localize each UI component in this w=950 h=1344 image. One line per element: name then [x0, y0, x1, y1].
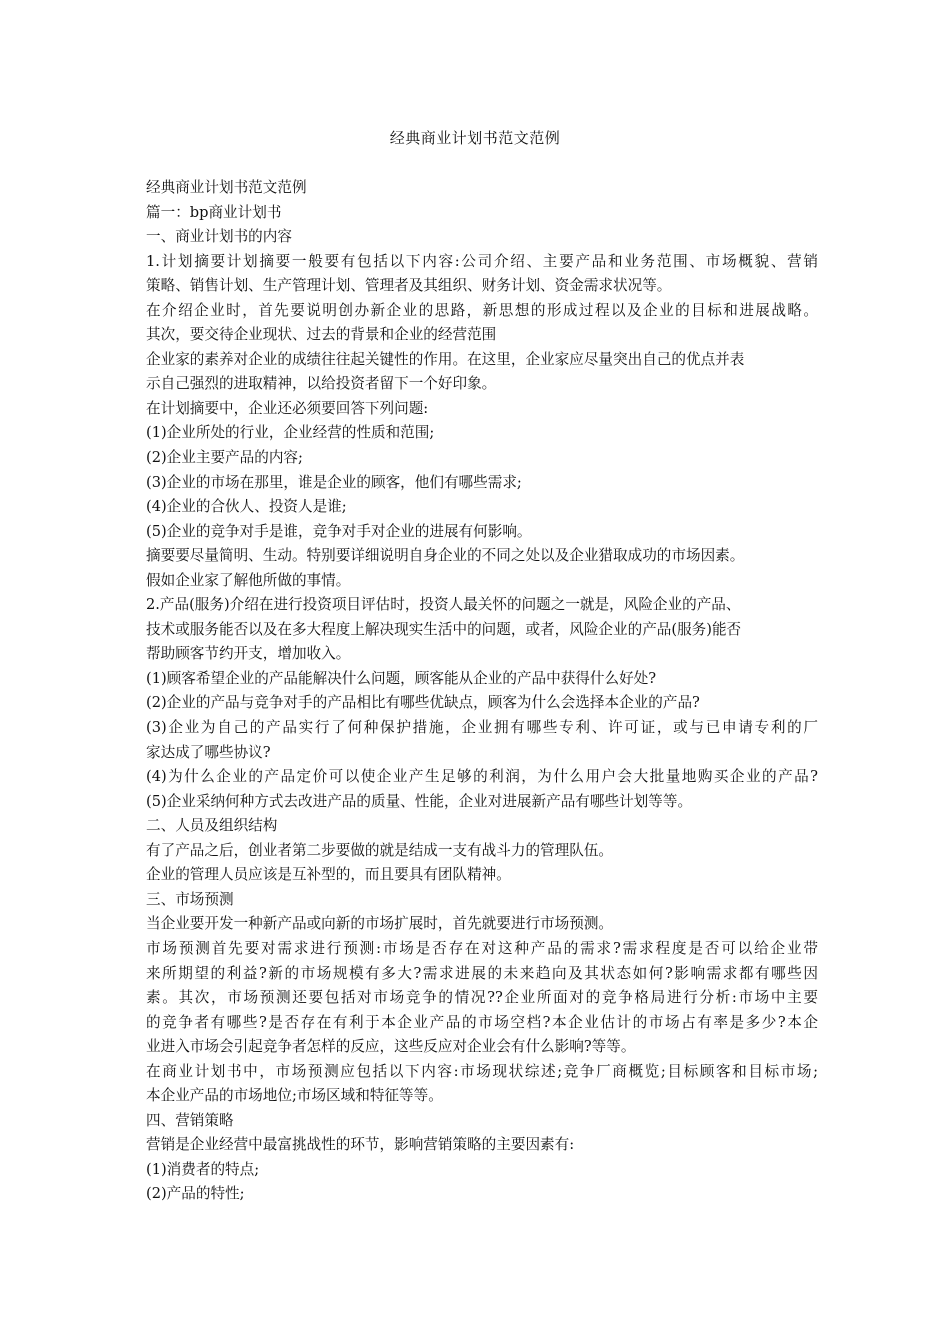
text-line: 有了产品之后，创业者第二步要做的就是结成一支有战斗力的管理队伍。 [146, 841, 614, 859]
text-line: 策略、销售计划、生产管理计划、管理者及其组织、财务计划、资金需求状况等。 [146, 277, 672, 295]
text-line: 假如企业家了解他所做的事情。 [146, 571, 351, 589]
text-line: 素。其次，市场预测还要包括对市场竞争的情况??企业所面对的竞争格局进行分析:市场中主要 [146, 989, 818, 1007]
text-line: 来所期望的利益?新的市场规模有多大?需求进展的未来趋向及其状态如何?影响需求都有哪些因 [146, 964, 818, 982]
text-line: 三、市场预测 [146, 890, 234, 908]
text-line: 在介绍企业时，首先要说明创办新企业的思路，新思想的形成过程以及企业的目标和进展战略。 [146, 301, 818, 319]
text-line: 2.产品(服务)介绍在进行投资项目评估时，投资人最关怀的问题之一就是，风险企业的产品、 [146, 596, 741, 614]
text-line: 1.计划摘要计划摘要一般要有包括以下内容:公司介绍、主要产品和业务范围、市场概貌、营销 [146, 252, 818, 270]
text-line: 篇一：bp商业计划书 [146, 203, 282, 221]
text-line: 在计划摘要中，企业还必须要回答下列问题: [146, 399, 429, 417]
document-body [146, 176, 818, 1207]
text-line: (1)企业所处的行业，企业经营的性质和范围; [146, 424, 435, 442]
text-line: 四、营销策略 [146, 1111, 234, 1129]
text-line: 帮助顾客节约开支，增加收入。 [146, 645, 351, 663]
text-line: 示自己强烈的进取精神，以给投资者留下一个好印象。 [146, 375, 497, 393]
text-line: 市场预测首先要对需求进行预测:市场是否存在对这种产品的需求?需求程度是否可以给企业带 [146, 939, 818, 957]
text-line: (5)企业采纳何种方式去改进产品的质量、性能，企业对进展新产品有哪些计划等等。 [146, 792, 693, 810]
text-line: (2)企业主要产品的内容; [146, 449, 303, 467]
text-line: 当企业要开发一种新产品或向新的市场扩展时，首先就要进行市场预测。 [146, 915, 614, 933]
document-title: 经典商业计划书范文范例 [389, 129, 561, 147]
text-line: (4)企业的合伙人、投资人是谁; [146, 498, 347, 516]
text-line: (2)产品的特性; [146, 1185, 245, 1203]
text-line: 经典商业计划书范文范例 [146, 179, 307, 196]
text-line: (1)顾客希望企业的产品能解决什么问题，顾客能从企业的产品中获得什么好处? [146, 669, 657, 687]
text-line: 业进入市场会引起竞争者怎样的反应，这些反应对企业会有什么影响?等等。 [146, 1038, 636, 1056]
text-line: 家达成了哪些协议? [146, 743, 271, 761]
text-line: (5)企业的竞争对手是谁，竞争对手对企业的进展有何影响。 [146, 522, 532, 540]
text-line: 企业家的素养对企业的成绩往往起关键性的作用。在这里，企业家应尽量突出自己的优点并表 [146, 350, 745, 368]
text-line: (4)为什么企业的产品定价可以使企业产生足够的利润，为什么用户会大批量地购买企业的产品? [146, 768, 818, 786]
text-line: 在商业计划书中，市场预测应包括以下内容:市场现状综述;竞争厂商概览;目标顾客和目标市场; [146, 1062, 818, 1080]
text-line: 营销是企业经营中最富挑战性的环节，影响营销策略的主要因素有: [146, 1136, 575, 1154]
text-line: 摘要要尽量简明、生动。特别要详细说明自身企业的不同之处以及企业猎取成功的市场因素。 [146, 547, 745, 565]
text-line: 技术或服务能否以及在多大程度上解决现实生活中的问题，或者，风险企业的产品(服务)能否 [146, 620, 742, 638]
text-line: 本企业产品的市场地位;市场区域和特征等等。 [146, 1087, 443, 1105]
text-line: (2)企业的产品与竞争对手的产品相比有哪些优缺点，顾客为什么会选择本企业的产品? [146, 694, 700, 712]
text-line: 一、商业计划书的内容 [146, 228, 292, 246]
text-line: (3)企业的市场在那里，谁是企业的顾客，他们有哪些需求; [146, 473, 522, 491]
text-line: 二、人员及组织结构 [146, 817, 278, 835]
text-line: 其次，要交待企业现状、过去的背景和企业的经营范围 [146, 326, 497, 344]
text-line: 的竞争者有哪些?是否存在有利于本企业产品的市场空档?本企业估计的市场占有率是多少?本企 [146, 1013, 818, 1031]
text-line: 企业的管理人员应该是互补型的，而且要具有团队精神。 [146, 866, 511, 884]
text-line: (3)企业为自己的产品实行了何种保护措施，企业拥有哪些专利、许可证，或与已申请专利的厂 [146, 719, 818, 737]
text-line: (1)消费者的特点; [146, 1160, 260, 1178]
